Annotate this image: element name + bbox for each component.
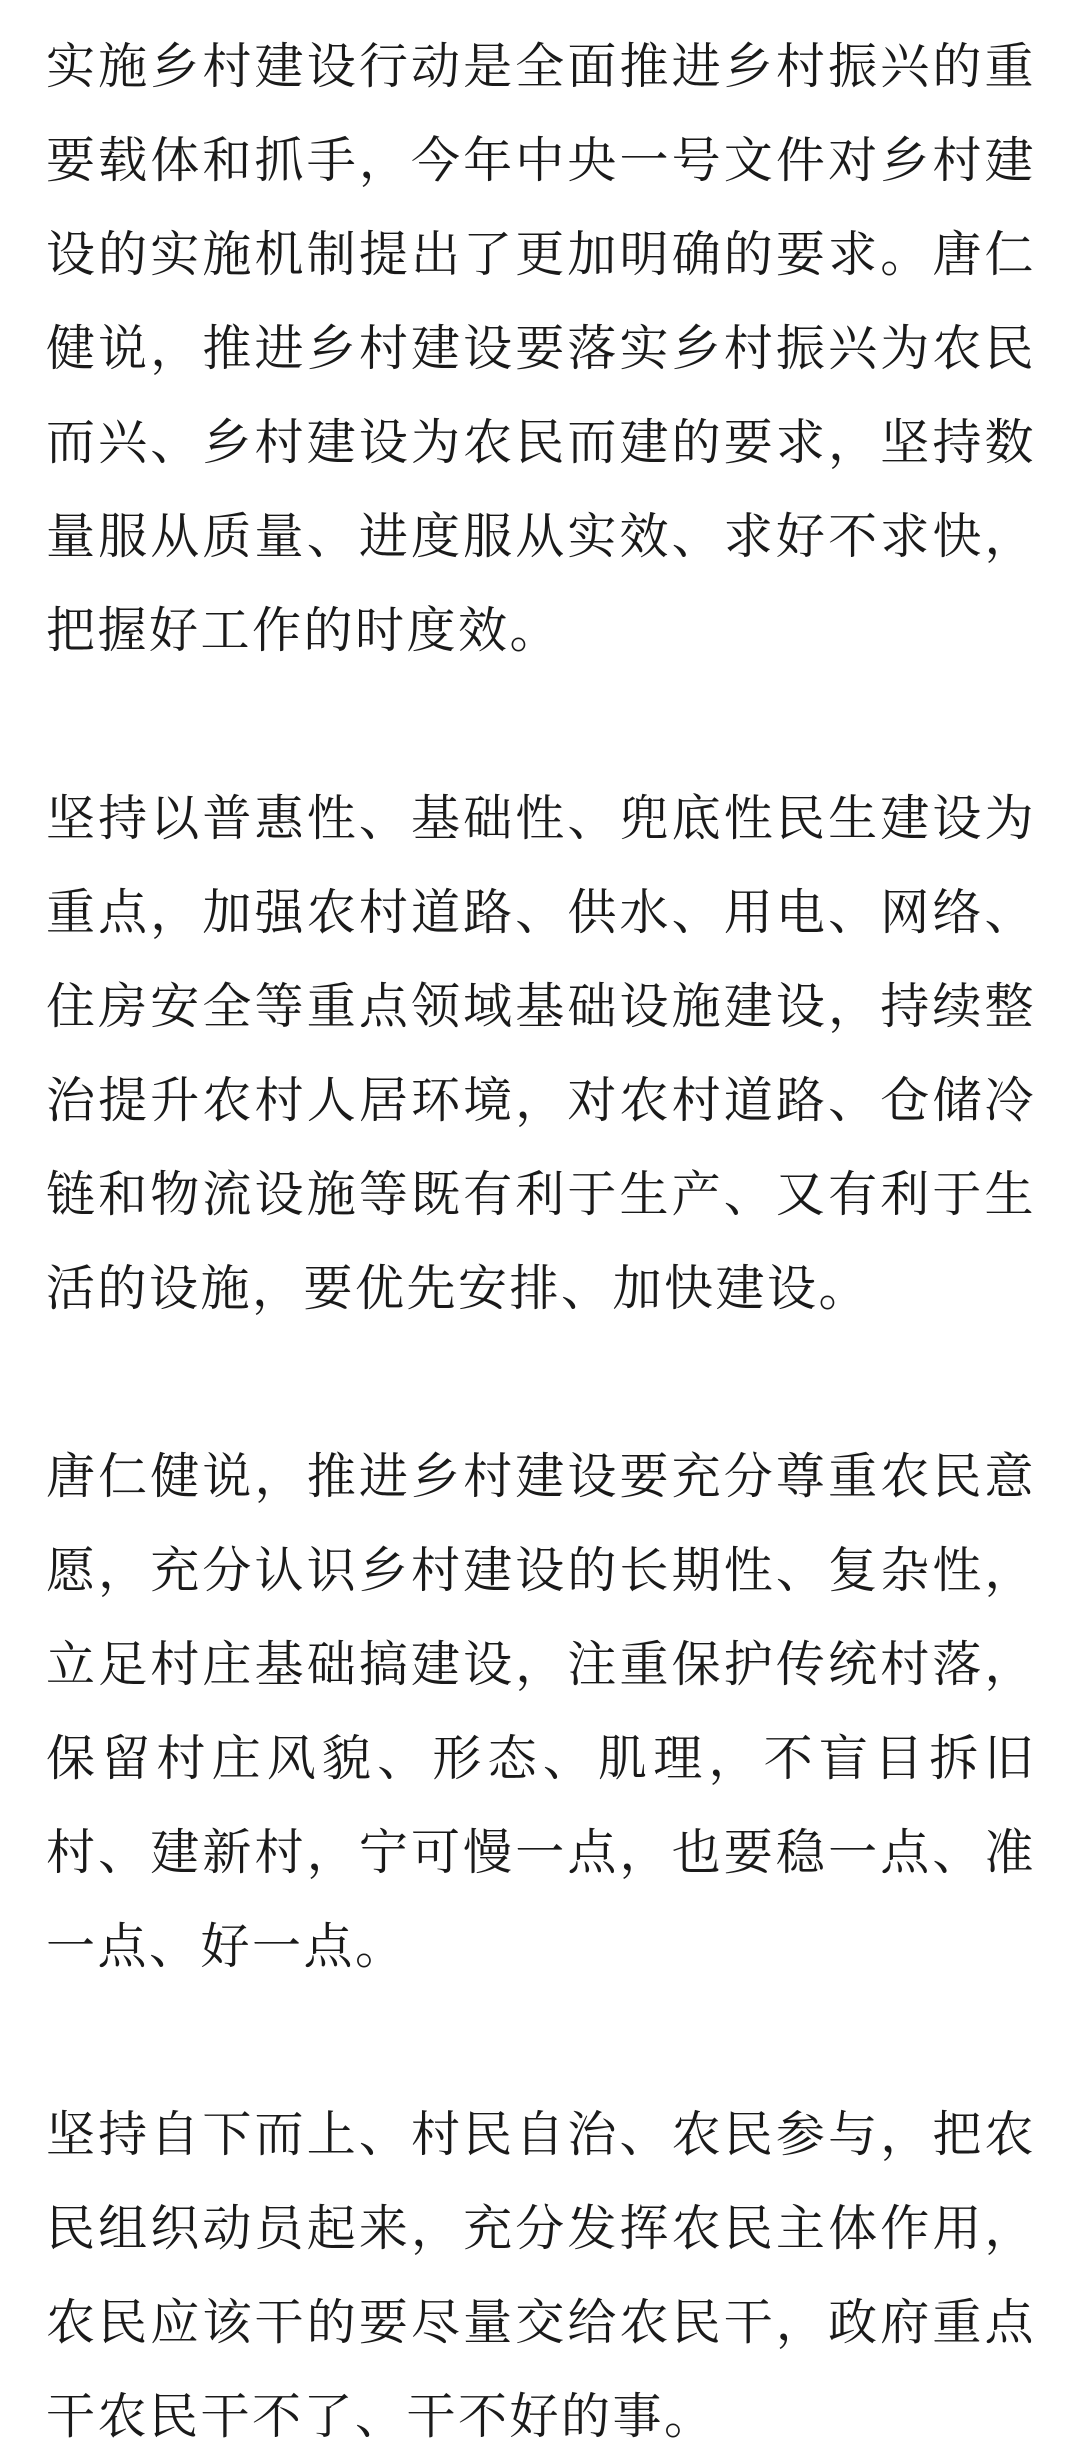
paragraph-respect-farmers-wishes: 唐仁健说，推进乡村建设要充分尊重农民意愿，充分认识乡村建设的长期性、复杂性，立足村庄基础搞建设，注重保护传统村落，保留村庄风貌、形态、肌理，不盲目拆旧村、建新村，宁可慢一点，也要稳一点、准一点、好一点。 xyxy=(46,1448,1036,1975)
article-body xyxy=(46,20,1036,2464)
paragraph-farmers-participation: 坚持自下而上、村民自治、农民参与，把农民组织动员起来，充分发挥农民主体作用，农民应该干的要尽量交给农民干，政府重点干农民干不了、干不好的事。 xyxy=(46,2106,1036,2445)
paragraph-infrastructure-priorities: 坚持以普惠性、基础性、兜底性民生建设为重点，加强农村道路、供水、用电、网络、住房安全等重点领域基础设施建设，持续整治提升农村人居环境，对农村道路、仓储冷链和物流设施等既有利于生产、又有利于生活的设施，要优先安排、加快建设。 xyxy=(46,790,1036,1317)
paragraph-rural-construction-action: 实施乡村建设行动是全面推进乡村振兴的重要载体和抓手，今年中央一号文件对乡村建设的实施机制提出了更加明确的要求。唐仁健说，推进乡村建设要落实乡村振兴为农民而兴、乡村建设为农民而建的要求，坚持数量服从质量、进度服从实效、求好不求快，把握好工作的时度效。 xyxy=(46,38,1036,659)
